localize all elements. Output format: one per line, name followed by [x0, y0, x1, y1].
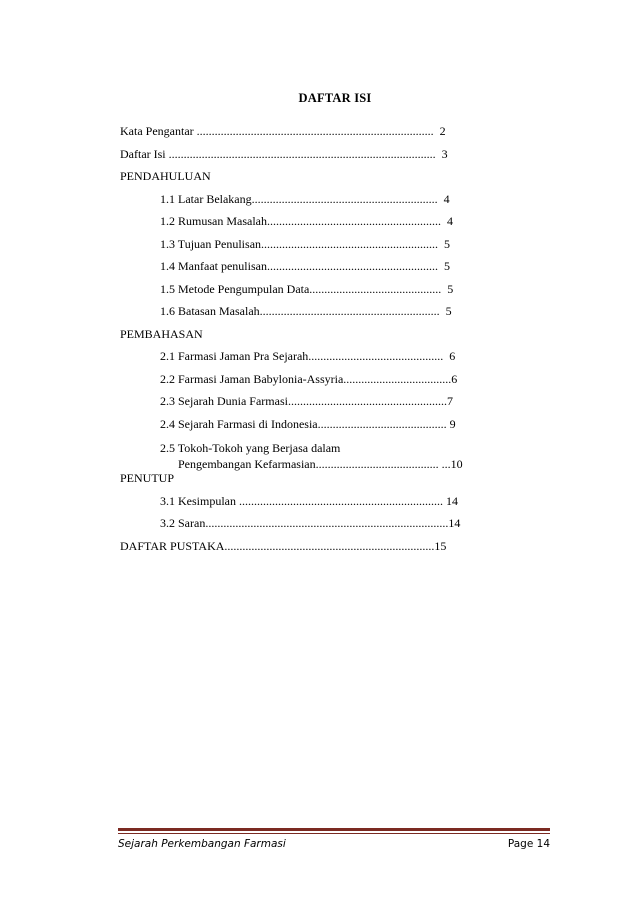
toc-entry-3-2: 3.2 Saran.................................................................................14 [160, 516, 461, 530]
toc-entry-2-4: 2.4 Sejarah Farmasi di Indonesia........................................... 9 [160, 417, 456, 431]
toc-entry-1-5: 1.5 Metode Pengumpulan Data............................................ 5 [160, 282, 454, 296]
footer-rule-thick [118, 828, 550, 831]
toc-entry-1-4: 1.4 Manfaat penulisan......................................................... 5 [160, 259, 450, 273]
page-title: DAFTAR ISI [298, 91, 372, 105]
toc-entry-2-1: 2.1 Farmasi Jaman Pra Sejarah............................................. 6 [160, 349, 456, 363]
footer-rule-thin [118, 833, 550, 834]
footer-page-number: Page 14 [507, 838, 550, 850]
toc-entry-3-1: 3.1 Kesimpulan .................................................................... 14 [160, 494, 458, 508]
toc-entry-2-5-line1: 2.5 Tokoh-Tokoh yang Berjasa dalam [160, 441, 341, 455]
toc-entry-1-6: 1.6 Batasan Masalah............................................................ 5 [160, 304, 452, 318]
toc-entry-2-5-line2: Pengembangan Kefarmasian......................................... ...10 [178, 457, 463, 471]
toc-section-pembahasan: PEMBAHASAN [120, 327, 203, 341]
toc-entry-2-3: 2.3 Sejarah Dunia Farmasi.....................................................7 [160, 394, 453, 408]
toc-section-penutup: PENUTUP [120, 471, 175, 485]
toc-entry-daftar-isi: Daftar Isi ......................................................................................... 3 [120, 147, 448, 161]
footer-document-title: Sejarah Perkembangan Farmasi [118, 838, 286, 850]
toc-entry-kata-pengantar: Kata Pengantar ............................................................................... 2 [120, 124, 446, 138]
toc-entry-2-2: 2.2 Farmasi Jaman Babylonia-Assyria....................................6 [160, 372, 458, 386]
toc-section-pendahuluan: PENDAHULUAN [120, 169, 211, 183]
toc-entry-daftar-pustaka: DAFTAR PUSTAKA......................................................................15 [120, 539, 447, 553]
toc-entry-1-1: 1.1 Latar Belakang.............................................................. 4 [160, 192, 450, 206]
toc-entry-1-2: 1.2 Rumusan Masalah.......................................................... 4 [160, 214, 453, 228]
toc-entry-1-3: 1.3 Tujuan Penulisan........................................................... 5 [160, 237, 451, 251]
